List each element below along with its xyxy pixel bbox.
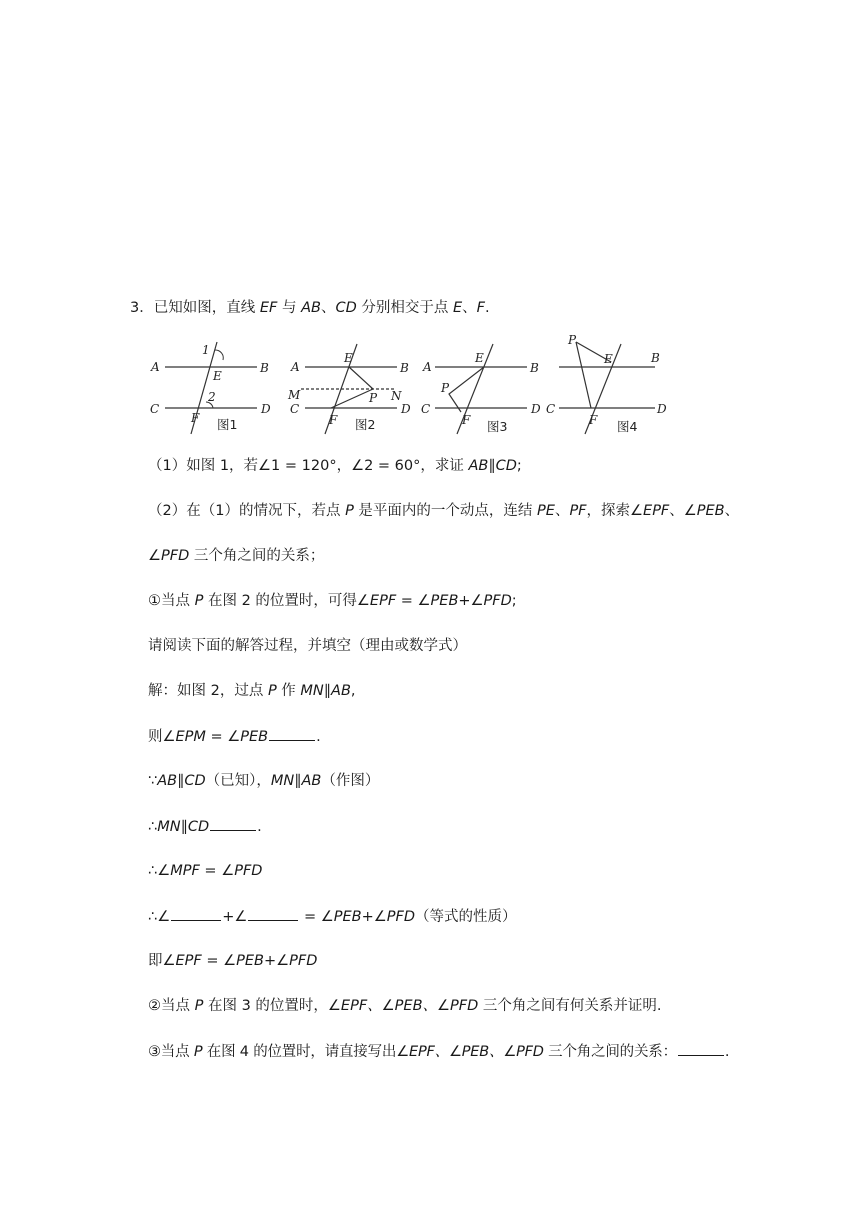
fig3-broken-epf (449, 367, 484, 412)
fig2-label-c: C (290, 402, 300, 416)
fig1-label-c: C (150, 402, 160, 416)
fig4-label-c: C (546, 402, 556, 416)
fig2-label-a: A (291, 360, 300, 374)
fig4-caption: 图4 (617, 419, 638, 434)
answer-blank-4[interactable] (248, 906, 298, 921)
fig1-label-a: A (151, 360, 160, 374)
fig1-caption: 图1 (217, 417, 238, 432)
solution-step-7: 即∠EPF = ∠PEB+∠PFD (148, 953, 318, 969)
fig3-label-d: D (531, 402, 541, 416)
fig4-label-e: E (604, 352, 613, 366)
fig1-label-e: E (213, 369, 222, 383)
part-2-line-2: ∠PFD 三个角之间的关系； (148, 548, 325, 564)
figure-2 (287, 344, 411, 434)
fig2-broken-epf (331, 367, 373, 408)
answer-blank-1[interactable] (269, 726, 315, 741)
fig2-label-e: E (344, 351, 353, 365)
part-1: （1）如图 1，若∠1 = 120°，∠2 = 60°，求证 AB∥CD; (148, 458, 522, 474)
fig3-label-c: C (421, 402, 431, 416)
fig4-broken-pf (576, 342, 591, 408)
fig2-label-p: P (369, 391, 378, 405)
instruction: 请阅读下面的解答过程，并填空（理由或数学式） (148, 638, 467, 654)
case-2: ②当点 P 在图 3 的位置时，∠EPF、∠PEB、∠PFD 三个角之间有何关系并证明. (148, 998, 662, 1014)
part-2-line-1: （2）在（1）的情况下，若点 P 是平面内的一个动点，连结 PE、PF，探索∠EPF、∠PEB、 (148, 503, 740, 519)
fig3-caption: 图3 (487, 419, 508, 434)
fig1-label-2: 2 (208, 390, 216, 404)
fig3-label-a: A (423, 360, 432, 374)
problem-intro: 3．已知如图，直线 EF 与 AB、CD 分别相交于点 E、F. (130, 300, 490, 316)
fig3-label-e: E (475, 351, 484, 365)
problem-number: 3． (130, 300, 154, 316)
fig3-label-p: P (441, 381, 450, 395)
fig3-label-f: F (462, 413, 471, 427)
figure-1 (150, 342, 271, 434)
fig4-label-p: P (568, 333, 577, 347)
solution-step-2: 则∠EPM = ∠PEB . (148, 726, 321, 747)
fig4-label-d: D (657, 402, 667, 416)
fig2-caption: 图2 (355, 417, 376, 432)
fig3-label-b: B (530, 361, 539, 375)
geometry-figures (145, 332, 675, 437)
fig2-label-f: F (329, 413, 338, 427)
answer-blank-3[interactable] (171, 906, 221, 921)
case-3: ③当点 P 在图 4 的位置时，请直接写出∠EPF、∠PEB、∠PFD 三个角之间的关系： . (148, 1041, 729, 1062)
fig1-angle-1-arc (215, 350, 223, 360)
fig1-label-b: B (260, 361, 269, 375)
solution-step-1: 解：如图 2，过点 P 作 MN∥AB, (148, 683, 356, 699)
solution-step-6: ∴∠ +∠ = ∠PEB+∠PFD（等式的性质） (148, 906, 517, 927)
fig2-label-b: B (400, 361, 409, 375)
fig1-label-f: F (191, 411, 200, 425)
fig2-label-n: N (391, 389, 402, 403)
fig2-label-d: D (401, 402, 411, 416)
fig4-label-f: F (589, 413, 598, 427)
fig2-label-m: M (288, 388, 301, 402)
figure-4 (546, 333, 667, 434)
solution-step-5: ∴∠MPF = ∠PFD (148, 863, 263, 879)
answer-blank-2[interactable] (210, 816, 256, 831)
solution-step-3: ∵AB∥CD（已知），MN∥AB（作图） (148, 773, 380, 789)
figure-3 (421, 344, 541, 434)
case-1: ①当点 P 在图 2 的位置时，可得∠EPF = ∠PEB+∠PFD; (148, 593, 517, 609)
fig4-label-b: B (651, 351, 660, 365)
answer-blank-5[interactable] (678, 1041, 724, 1056)
fig1-label-d: D (261, 402, 271, 416)
solution-step-4: ∴MN∥CD . (148, 816, 262, 837)
fig1-label-1: 1 (202, 343, 210, 357)
